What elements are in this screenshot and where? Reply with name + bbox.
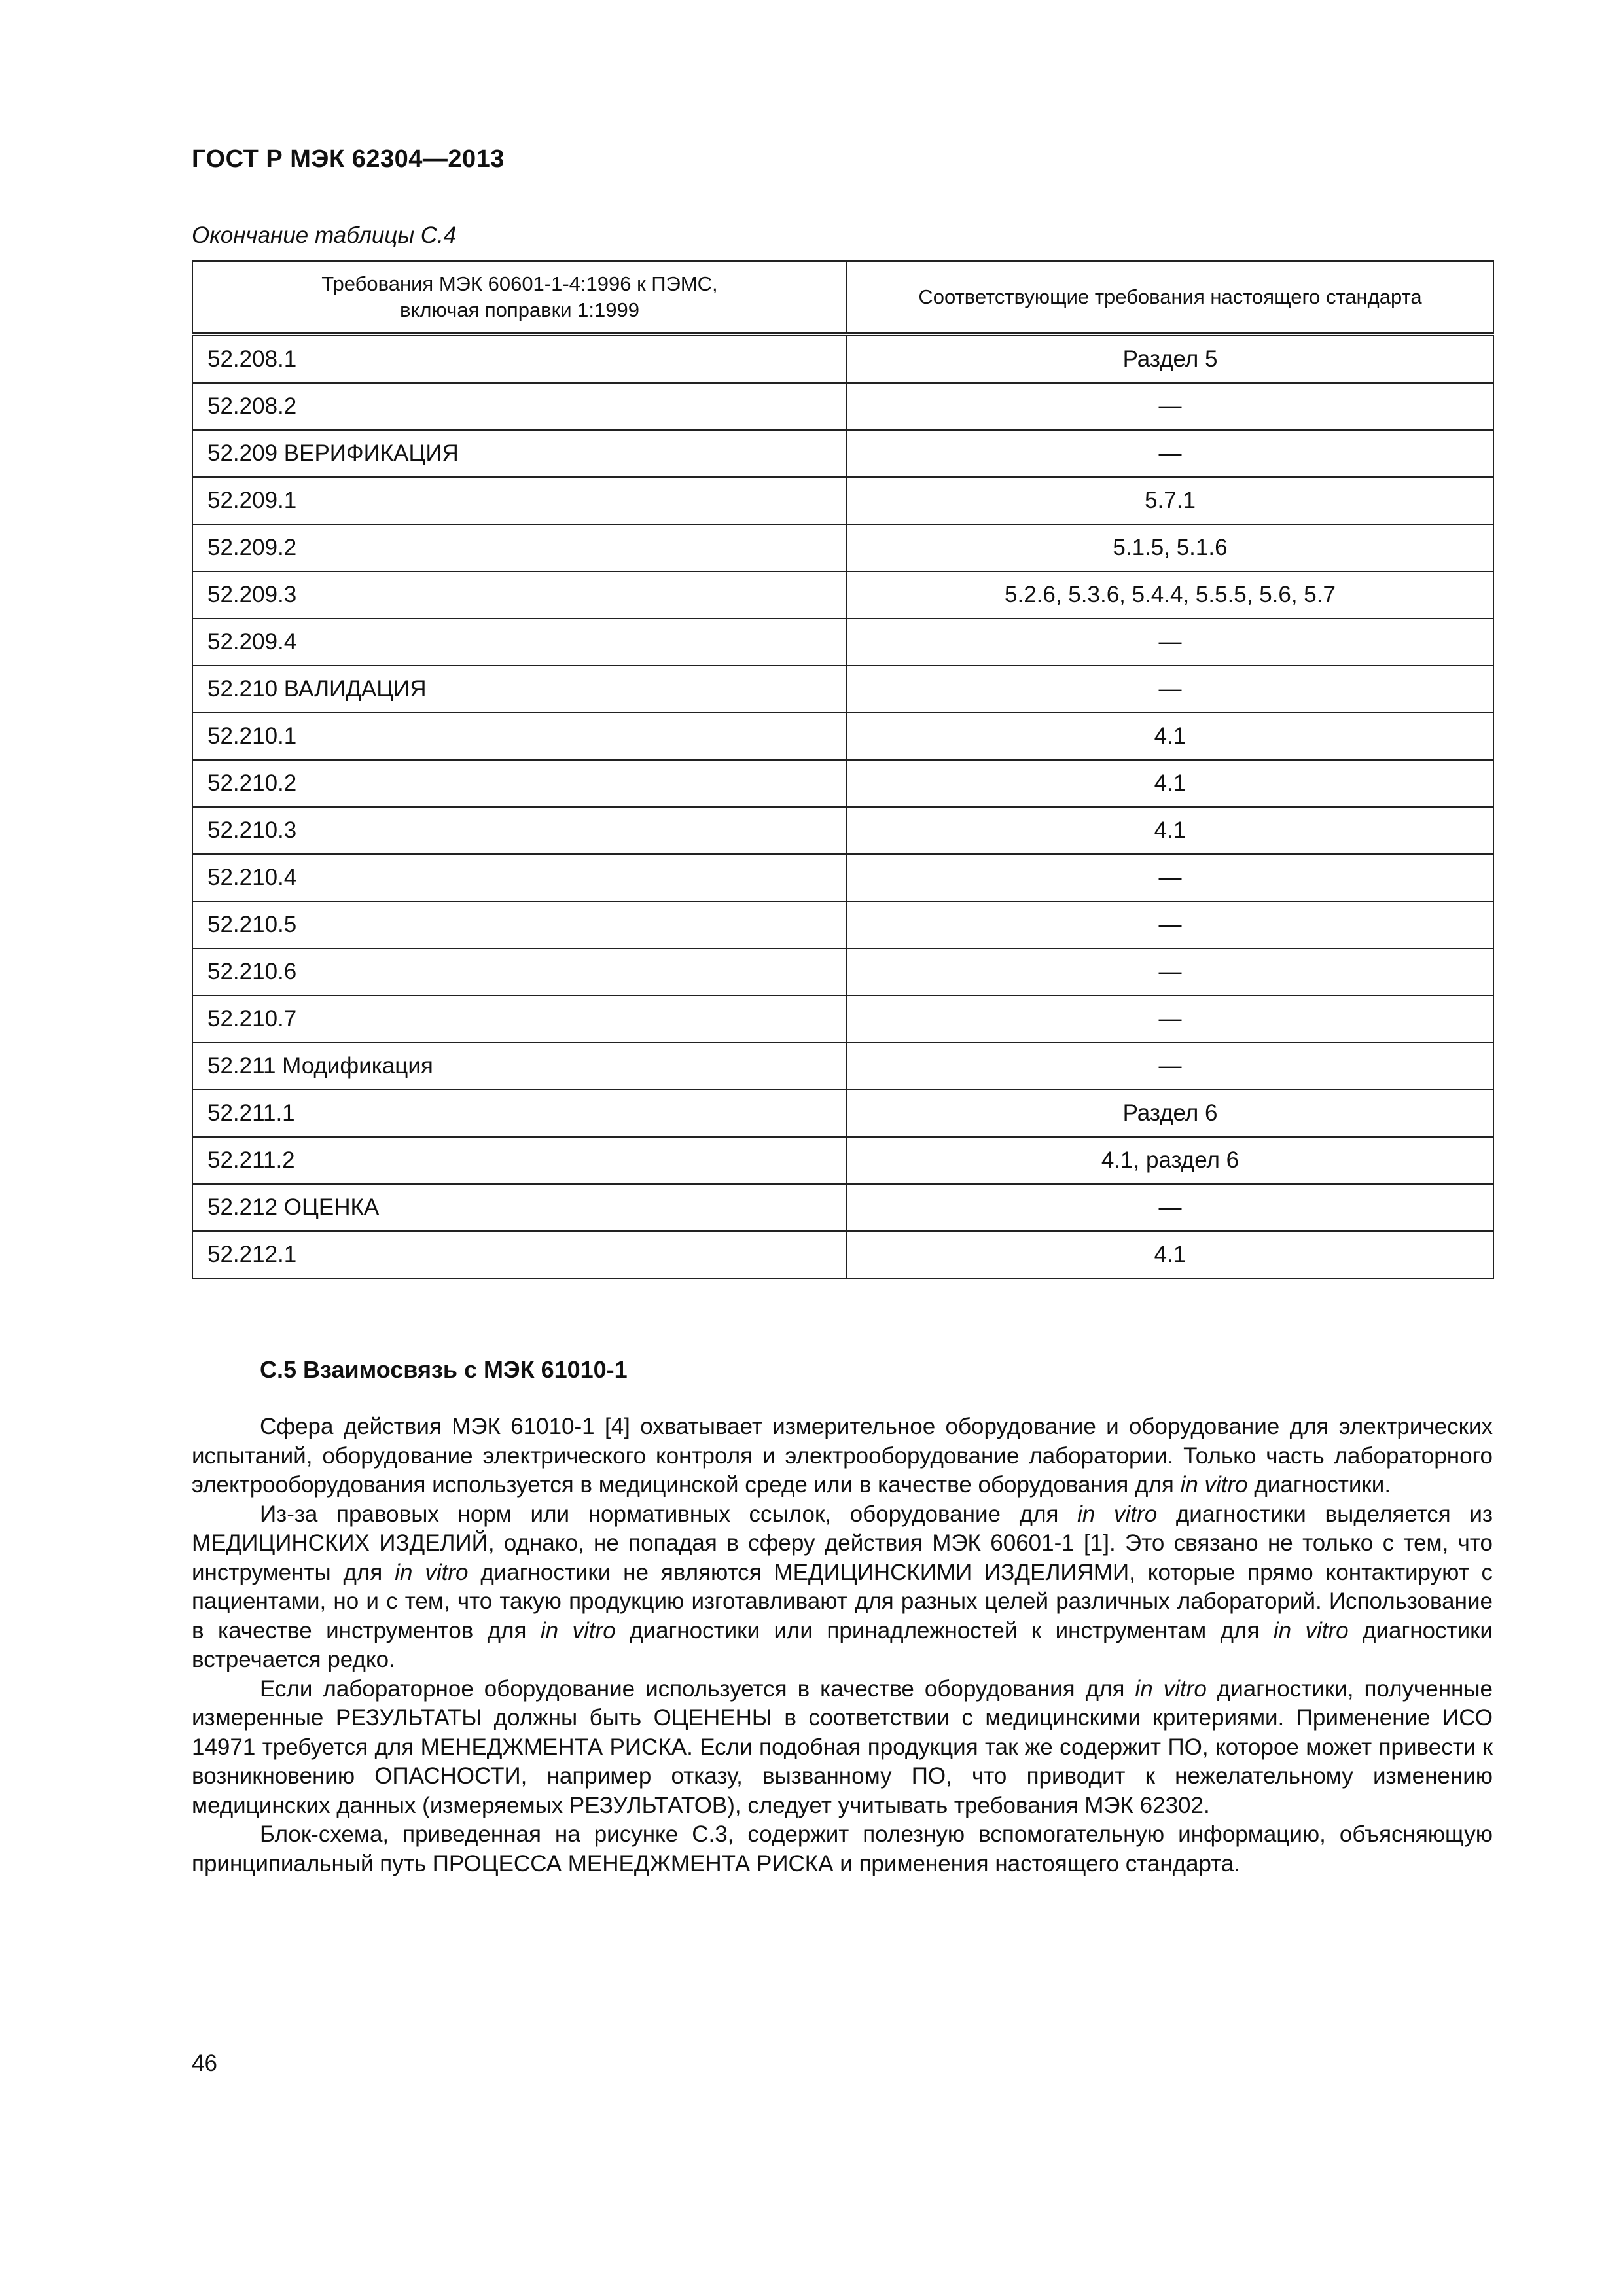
requirements-table bbox=[192, 260, 1494, 1279]
text-run: Блок-схема, приведенная на рисунке С.3, содержит полезную вспомогательную информацию, объясняющую принципиальный путь ПРОЦЕССА МЕНЕДЖМЕНТА РИСКА и применения настоящего стандарта. bbox=[192, 1821, 1493, 1876]
column-header-corresponding: Соответствующие требования настоящего стандарта bbox=[847, 261, 1493, 334]
table-caption: Окончание таблицы С.4 bbox=[192, 223, 457, 248]
column-header-requirements-line2: включая поправки 1:1999 bbox=[400, 298, 639, 321]
corresponding-cell: 4.1 bbox=[847, 807, 1493, 854]
requirement-cell: 52.210.2 bbox=[192, 760, 847, 807]
text-run: диагностики выделяется из МЕДИЦИНСКИХ ИЗДЕЛИЙ, однако, не попадая в сферу действия МЭК 60601-1 [1]. Это связано не только с тем, что инструменты для bbox=[192, 1501, 1493, 1585]
requirement-cell: 52.211 Модификация bbox=[192, 1043, 847, 1090]
corresponding-cell: — bbox=[847, 383, 1493, 430]
corresponding-cell: Раздел 6 bbox=[847, 1090, 1493, 1137]
requirement-cell: 52.209.4 bbox=[192, 619, 847, 666]
italic-term: in vitro bbox=[1135, 1676, 1207, 1702]
section-body bbox=[192, 1412, 1493, 1878]
table-row bbox=[192, 854, 1493, 901]
text-run: диагностики не являются МЕДИЦИНСКИМИ ИЗДЕЛИЯМИ, которые прямо контактируют с пациентами, но и с тем, что такую продукцию изготавливают для разных целей различных лабораторий. Использование в качестве инструментов для bbox=[192, 1559, 1493, 1643]
column-header-requirements bbox=[192, 261, 847, 334]
corresponding-cell: — bbox=[847, 1043, 1493, 1090]
corresponding-cell: — bbox=[847, 666, 1493, 713]
corresponding-cell: — bbox=[847, 430, 1493, 477]
corresponding-cell: — bbox=[847, 1184, 1493, 1231]
italic-term: in vitro bbox=[1077, 1501, 1158, 1527]
corresponding-cell: 4.1 bbox=[847, 1231, 1493, 1278]
requirement-cell: 52.208.1 bbox=[192, 334, 847, 383]
text-run: Из-за правовых норм или нормативных ссылок, оборудование для bbox=[260, 1501, 1078, 1527]
requirement-cell: 52.210.1 bbox=[192, 713, 847, 760]
table-row bbox=[192, 524, 1493, 571]
requirement-cell: 52.210.3 bbox=[192, 807, 847, 854]
table-row bbox=[192, 383, 1493, 430]
italic-term: in vitro bbox=[1273, 1617, 1349, 1643]
table-row bbox=[192, 901, 1493, 948]
corresponding-cell: 4.1 bbox=[847, 713, 1493, 760]
text-run: Если лабораторное оборудование используется в качестве оборудования для bbox=[260, 1676, 1135, 1702]
table-row bbox=[192, 1184, 1493, 1231]
requirement-cell: 52.209.2 bbox=[192, 524, 847, 571]
table-row bbox=[192, 713, 1493, 760]
table-row bbox=[192, 948, 1493, 996]
requirement-cell: 52.209.3 bbox=[192, 571, 847, 619]
corresponding-cell: 4.1 bbox=[847, 760, 1493, 807]
page-number: 46 bbox=[192, 2051, 217, 2076]
table-row bbox=[192, 1231, 1493, 1278]
italic-term: in vitro bbox=[395, 1559, 469, 1585]
requirement-cell: 52.211.1 bbox=[192, 1090, 847, 1137]
paragraph bbox=[192, 1820, 1493, 1878]
table-row bbox=[192, 619, 1493, 666]
table-row bbox=[192, 1043, 1493, 1090]
corresponding-cell: 4.1, раздел 6 bbox=[847, 1137, 1493, 1184]
text-run: диагностики или принадлежностей к инструментам для bbox=[615, 1617, 1274, 1643]
text-run: диагностики, полученные измеренные РЕЗУЛЬТАТЫ должны быть ОЦЕНЕНЫ в соответствии с медицинскими критериями. Применение ИСО 14971 требуется для МЕНЕДЖМЕНТА РИСКА. Если подобная продукция так же содержит ПО, которое может привести к возникновению ОПАСНОСТИ, например отказу, вызванному ПО, что приводит к нежелательному изменению медицинских данных (измеряемых РЕЗУЛЬТАТОВ), следует учитывать требования МЭК 62302. bbox=[192, 1676, 1493, 1818]
corresponding-cell: Раздел 5 bbox=[847, 334, 1493, 383]
corresponding-cell: 5.2.6, 5.3.6, 5.4.4, 5.5.5, 5.6, 5.7 bbox=[847, 571, 1493, 619]
paragraph bbox=[192, 1675, 1493, 1821]
table-row bbox=[192, 996, 1493, 1043]
requirement-cell: 52.211.2 bbox=[192, 1137, 847, 1184]
table-row bbox=[192, 807, 1493, 854]
paragraph bbox=[192, 1500, 1493, 1675]
corresponding-cell: 5.1.5, 5.1.6 bbox=[847, 524, 1493, 571]
paragraph bbox=[192, 1412, 1493, 1500]
corresponding-cell: 5.7.1 bbox=[847, 477, 1493, 524]
corresponding-cell: — bbox=[847, 854, 1493, 901]
requirement-cell: 52.209 ВЕРИФИКАЦИЯ bbox=[192, 430, 847, 477]
table-row bbox=[192, 477, 1493, 524]
text-run: диагностики встречается редко. bbox=[192, 1617, 1493, 1672]
corresponding-cell: — bbox=[847, 948, 1493, 996]
requirement-cell: 52.209.1 bbox=[192, 477, 847, 524]
table-row bbox=[192, 760, 1493, 807]
italic-term: in vitro bbox=[1180, 1472, 1248, 1498]
requirement-cell: 52.208.2 bbox=[192, 383, 847, 430]
italic-term: in vitro bbox=[540, 1617, 616, 1643]
table-row bbox=[192, 666, 1493, 713]
requirement-cell: 52.212 ОЦЕНКА bbox=[192, 1184, 847, 1231]
requirement-cell: 52.210.7 bbox=[192, 996, 847, 1043]
requirement-cell: 52.210 ВАЛИДАЦИЯ bbox=[192, 666, 847, 713]
column-header-requirements-line1: Требования МЭК 60601-1-4:1996 к ПЭМС, bbox=[321, 272, 718, 295]
section-heading: С.5 Взаимосвязь с МЭК 61010-1 bbox=[260, 1356, 628, 1383]
requirement-cell: 52.210.6 bbox=[192, 948, 847, 996]
requirement-cell: 52.212.1 bbox=[192, 1231, 847, 1278]
table-row bbox=[192, 334, 1493, 383]
corresponding-cell: — bbox=[847, 996, 1493, 1043]
text-run: Сфера действия МЭК 61010-1 [4] охватывает измерительное оборудование и оборудование для электрических испытаний, оборудование электрического контроля и электрооборудование лаборатории. Только часть лабораторного электрооборудования используется в медицинской среде или в качестве оборудования для bbox=[192, 1414, 1493, 1498]
requirement-cell: 52.210.5 bbox=[192, 901, 847, 948]
table-row bbox=[192, 571, 1493, 619]
table-header-row bbox=[192, 261, 1493, 334]
table-row bbox=[192, 430, 1493, 477]
requirement-cell: 52.210.4 bbox=[192, 854, 847, 901]
document-header-title: ГОСТ Р МЭК 62304—2013 bbox=[192, 145, 505, 173]
text-run: диагностики. bbox=[1247, 1472, 1391, 1498]
corresponding-cell: — bbox=[847, 619, 1493, 666]
table-row bbox=[192, 1090, 1493, 1137]
table-row bbox=[192, 1137, 1493, 1184]
corresponding-cell: — bbox=[847, 901, 1493, 948]
